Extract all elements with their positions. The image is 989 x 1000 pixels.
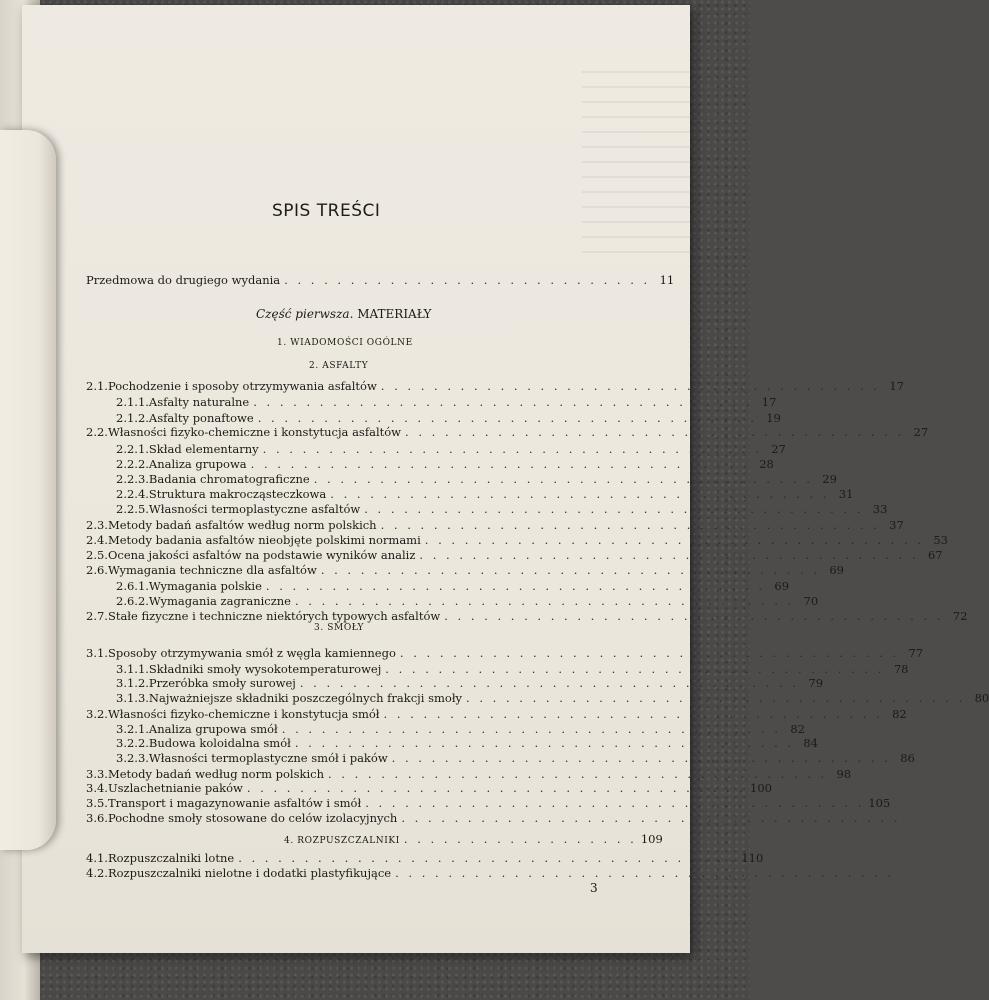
toc-entry-label: Rozpuszczalniki lotne bbox=[107, 851, 235, 866]
toc-entry-page: 27 bbox=[771, 442, 786, 456]
toc-entry-label: Transport i magazynowanie asfaltów i smół bbox=[107, 796, 362, 810]
toc-entry-label: Wymagania polskie bbox=[148, 579, 262, 593]
part-heading-label: MATERIAŁY bbox=[357, 307, 432, 321]
toc-entry: 2.2. Własności fizyko-chemiczne i konstytucja asfaltów . . . . . . . . . . . . . . . . . . . . . . . . . . . . . . . . . . . . . . 27 bbox=[86, 425, 929, 439]
toc-entry-page: 33 bbox=[872, 502, 888, 516]
section-heading-3: 3. SMOŁY bbox=[314, 623, 365, 633]
toc-entry-label: Asfalty naturalne bbox=[148, 395, 250, 409]
toc-entry: 2.1.1. Asfalty naturalne . . . . . . . . . . . . . . . . . . . . . . . . . . . . . . . . . . . . . . 17 bbox=[116, 395, 777, 409]
toc-entry-number: 2.2.2. bbox=[116, 457, 149, 471]
section-heading-2: 2. ASFALTY bbox=[309, 361, 369, 371]
toc-entry: 2.2.1. Skład elementarny . . . . . . . . . . . . . . . . . . . . . . . . . . . . . . . . . . . . . . 27 bbox=[116, 442, 786, 456]
toc-preface-page: 11 bbox=[659, 273, 675, 287]
toc-entry: 3.1.3. Najważniejsze składniki poszczególnych frakcji smoły . . . . . . . . . . . . . . . . . . . . . . . . . . . . . . . . . . . . . . 80 bbox=[116, 691, 989, 706]
toc-entry: 2.1. Pochodzenie i sposoby otrzymywania asfaltów . . . . . . . . . . . . . . . . . . . . . . . . . . . . . . . . . . . . . . 17 bbox=[86, 379, 904, 393]
toc-entry-number: 2.6. bbox=[86, 563, 108, 577]
bleed-through-text bbox=[582, 65, 712, 255]
toc-entry-number: 2.2.4. bbox=[116, 487, 149, 501]
section-heading-4-page: 109 bbox=[640, 832, 663, 846]
toc-entry-label: Składniki smoły wysokotemperaturowej bbox=[148, 661, 382, 676]
toc-entry-number: 2.5. bbox=[86, 548, 108, 562]
toc-entry-page: 80 bbox=[974, 691, 989, 706]
page-title: SPIS TREŚCI bbox=[272, 201, 381, 221]
toc-entry-label: Metody badań według norm polskich bbox=[107, 766, 324, 781]
toc-entry-label: Stałe fizyczne i techniczne niektórych typowych asfaltów bbox=[107, 609, 441, 623]
toc-entry-page: 69 bbox=[774, 579, 790, 593]
toc-entry-number: 3.1.1. bbox=[116, 661, 149, 676]
toc-entry-number: 2.2.5. bbox=[116, 502, 149, 516]
toc-entry-label: Struktura makrocząsteczkowa bbox=[148, 487, 327, 501]
toc-entry-number: 2.2.1. bbox=[116, 442, 149, 456]
toc-entry-label: Pochodne smoły stosowane do celów izolacyjnych bbox=[107, 810, 398, 825]
toc-entry-page: 19 bbox=[766, 411, 781, 425]
toc-entry: 3.2.2. Budowa koloidalna smół . . . . . . . . . . . . . . . . . . . . . . . . . . . . . . . . . . . . . . 84 bbox=[116, 736, 819, 751]
toc-entry: 3.2.1. Analiza grupowa smół . . . . . . . . . . . . . . . . . . . . . . . . . . . . . . . . . . . . . . 82 bbox=[116, 721, 805, 736]
toc-entry-label: Najważniejsze składniki poszczególnych frakcji smoły bbox=[148, 691, 463, 706]
toc-entry-label: Wymagania techniczne dla asfaltów bbox=[107, 563, 317, 577]
toc-entry-number: 2.2. bbox=[86, 425, 108, 439]
toc-entry-number: 2.6.2. bbox=[116, 594, 149, 608]
toc-entry-page: 82 bbox=[892, 706, 907, 721]
toc-entry-page: 82 bbox=[790, 721, 805, 736]
toc-entry-label: Analiza grupowa bbox=[148, 457, 247, 471]
toc-entry: 4.2. Rozpuszczalniki nielotne i dodatki plastyfikujące . . . . . . . . . . . . . . . . . . . . . . . . . . . . . . . . . . . . . . bbox=[86, 866, 895, 881]
toc-entry-page: 77 bbox=[908, 646, 924, 660]
toc-entry-page: 69 bbox=[829, 563, 844, 577]
toc-entry-number: 3.1.3. bbox=[116, 691, 149, 706]
toc-entry: 2.2.4. Struktura makrocząsteczkowa . . . . . . . . . . . . . . . . . . . . . . . . . . . . . . . . . . . . . . 31 bbox=[116, 487, 854, 501]
part-heading bbox=[256, 307, 431, 321]
toc-entry-number: 2.7. bbox=[86, 609, 108, 623]
toc-entry-number: 3.1. bbox=[86, 646, 108, 660]
toc-entry-number: 3.4. bbox=[86, 781, 108, 796]
toc-entry-page: 84 bbox=[803, 736, 819, 751]
toc-entry-page: 78 bbox=[893, 661, 909, 676]
toc-entry-label: Własności termoplastyczne smół i paków bbox=[148, 750, 388, 765]
toc-entry-page: 29 bbox=[822, 472, 837, 486]
toc-entry-label: Wymagania zagraniczne bbox=[148, 594, 291, 608]
toc-entry-number: 3.2.2. bbox=[116, 736, 149, 751]
toc-entry: 4.1. Rozpuszczalniki lotne . . . . . . . . . . . . . . . . . . . . . . . . . . . . . . . . . . . . . . 110 bbox=[86, 851, 764, 866]
toc-entry-label: Rozpuszczalniki nielotne i dodatki plastyfikujące bbox=[107, 866, 392, 881]
toc-entry-label: Analiza grupowa smół bbox=[148, 721, 278, 736]
toc-entry-page: 37 bbox=[889, 518, 904, 532]
toc-entry: 2.7. Stałe fizyczne i techniczne niektórych typowych asfaltów . . . . . . . . . . . . . . . . . . . . . . . . . . . . . . . . . . . . . . 72 bbox=[86, 609, 968, 623]
toc-entry-page: 100 bbox=[750, 781, 772, 796]
toc-entry: 3.4. Uszlachetnianie paków . . . . . . . . . . . . . . . . . . . . . . . . . . . . . . . . . . . . . . 100 bbox=[86, 781, 772, 796]
section-heading-1: 1. WIADOMOŚCI OGÓLNE bbox=[277, 338, 413, 348]
part-heading-italic: Część pierwsza. bbox=[256, 307, 354, 321]
toc-entry-page: 17 bbox=[889, 379, 904, 393]
toc-entry-label: Przeróbka smoły surowej bbox=[148, 676, 296, 691]
toc-entry: 3.2. Własności fizyko-chemiczne i konstytucja smół . . . . . . . . . . . . . . . . . . . . . . . . . . . . . . . . . . . . . . 82 bbox=[86, 706, 907, 721]
section-heading-4-row: 4. ROZPUSZCZALNIKI . . . . . . . . . . . . . . . . . . 109 bbox=[284, 832, 663, 846]
toc-entry-label: Ocena jakości asfaltów na podstawie wyników analiz bbox=[107, 548, 416, 562]
toc-entry-label: Metody badań asfaltów według norm polskich bbox=[107, 518, 377, 532]
toc-entry-label: Metody badania asfaltów nieobjęte polskimi normami bbox=[107, 533, 421, 547]
toc-entry-number: 2.1.2. bbox=[116, 411, 149, 425]
toc-entry: 3.1.2. Przeróbka smoły surowej . . . . . . . . . . . . . . . . . . . . . . . . . . . . . . . . . . . . . . 79 bbox=[116, 676, 824, 691]
toc-entry-page: 86 bbox=[900, 750, 915, 765]
toc-entry-label: Pochodzenie i sposoby otrzymywania asfaltów bbox=[107, 379, 377, 393]
toc-entry-number: 4.1. bbox=[86, 851, 108, 866]
toc-entry-page: 70 bbox=[803, 594, 819, 608]
toc-entry: 3.3. Metody badań według norm polskich . . . . . . . . . . . . . . . . . . . . . . . . . . . . . . . . . . . . . . 98 bbox=[86, 766, 852, 781]
toc-preface-label: Przedmowa do drugiego wydania bbox=[86, 273, 281, 287]
toc-entry: 2.4. Metody badania asfaltów nieobjęte polskimi normami . . . . . . . . . . . . . . . . . . . . . . . . . . . . . . . . . . . . . . 53 bbox=[86, 533, 948, 547]
book-page bbox=[22, 5, 989, 953]
toc-entry-number: 2.3. bbox=[86, 518, 108, 532]
toc-entry-label: Własności termoplastyczne asfaltów bbox=[148, 502, 361, 516]
toc-entry: 2.2.2. Analiza grupowa . . . . . . . . . . . . . . . . . . . . . . . . . . . . . . . . . . . . . . 28 bbox=[116, 457, 774, 471]
toc-entry-page: 98 bbox=[836, 766, 852, 781]
page-number: 3 bbox=[590, 881, 598, 895]
toc-entry-label: Uszlachetnianie paków bbox=[107, 781, 243, 796]
toc-entry: 2.6. Wymagania techniczne dla asfaltów . . . . . . . . . . . . . . . . . . . . . . . . . . . . . . . . . . . . . . 69 bbox=[86, 563, 844, 577]
toc-entry-label: Sposoby otrzymywania smół z węgla kamiennego bbox=[107, 646, 396, 660]
toc-entry-page: 67 bbox=[927, 548, 943, 562]
toc-entry: 2.2.5. Własności termoplastyczne asfaltów . . . . . . . . . . . . . . . . . . . . . . . . . . . . . . . . . . . . . . 33 bbox=[116, 502, 888, 516]
toc-entry-number: 2.4. bbox=[86, 533, 108, 547]
toc-entry: 2.5. Ocena jakości asfaltów na podstawie wyników analiz . . . . . . . . . . . . . . . . . . . . . . . . . . . . . . . . . . . . . . 67 bbox=[86, 548, 943, 562]
toc-entry: 3.2.3. Własności termoplastyczne smół i paków . . . . . . . . . . . . . . . . . . . . . . . . . . . . . . . . . . . . . . 86 bbox=[116, 750, 915, 765]
toc-entry: 2.6.1. Wymagania polskie . . . . . . . . . . . . . . . . . . . . . . . . . . . . . . . . . . . . . . 69 bbox=[116, 579, 790, 593]
toc-entry: 2.6.2. Wymagania zagraniczne . . . . . . . . . . . . . . . . . . . . . . . . . . . . . . . . . . . . . . 70 bbox=[116, 594, 819, 608]
toc-entry: 3.1. Sposoby otrzymywania smół z węgla kamiennego . . . . . . . . . . . . . . . . . . . . . . . . . . . . . . . . . . . . . . 77 bbox=[86, 646, 924, 660]
toc-entry-page: 79 bbox=[808, 676, 824, 691]
toc-preface: Przedmowa do drugiego wydania . . . . . . . . . . . . . . . . . . . . . . . . . . . . 11 bbox=[86, 273, 675, 287]
toc-entry: 3.5. Transport i magazynowanie asfaltów i smół . . . . . . . . . . . . . . . . . . . . . . . . . . . . . . . . . . . . . . 105 bbox=[86, 796, 891, 810]
toc-entry: 2.1.2. Asfalty ponaftowe . . . . . . . . . . . . . . . . . . . . . . . . . . . . . . . . . . . . . . 19 bbox=[116, 411, 781, 425]
toc-entry-number: 2.6.1. bbox=[116, 579, 149, 593]
toc-entry-label: Budowa koloidalna smół bbox=[148, 736, 291, 751]
toc-entry-page: 110 bbox=[741, 851, 764, 866]
toc-entry: 3.1.1. Składniki smoły wysokotemperaturowej . . . . . . . . . . . . . . . . . . . . . . . . . . . . . . . . . . . . . . 78 bbox=[116, 661, 909, 676]
toc-entry-number: 3.5. bbox=[86, 796, 108, 810]
toc-entry-page: 105 bbox=[868, 796, 891, 810]
toc-entry-number: 3.2.3. bbox=[116, 750, 149, 765]
toc-entry-page: 31 bbox=[838, 487, 854, 501]
toc-entry-label: Własności fizyko-chemiczne i konstytucja smół bbox=[107, 706, 380, 721]
toc-entry-number: 3.2. bbox=[86, 706, 108, 721]
toc-entry-number: 3.3. bbox=[86, 766, 108, 781]
toc-entry-page: 27 bbox=[913, 425, 929, 439]
toc-entry-page: 72 bbox=[952, 609, 968, 623]
toc-entry-page: 28 bbox=[759, 457, 774, 471]
toc-entry: 3.6. Pochodne smoły stosowane do celów izolacyjnych . . . . . . . . . . . . . . . . . . . . . . . . . . . . . . . . . . . . . . bbox=[86, 810, 901, 825]
facing-page-edge bbox=[0, 130, 56, 850]
toc-entry-page: 53 bbox=[933, 533, 948, 547]
toc-entry-label: Własności fizyko-chemiczne i konstytucja asfaltów bbox=[107, 425, 402, 439]
section-heading-4: 4. ROZPUSZCZALNIKI bbox=[284, 836, 400, 846]
toc-entry-number: 4.2. bbox=[86, 866, 108, 881]
toc-entry-number: 3.2.1. bbox=[116, 721, 149, 736]
toc-entry-label: Asfalty ponaftowe bbox=[148, 411, 254, 425]
toc-entry-number: 2.2.3. bbox=[116, 472, 149, 486]
toc-entry: 2.2.3. Badania chromatograficzne . . . . . . . . . . . . . . . . . . . . . . . . . . . . . . . . . . . . . . 29 bbox=[116, 472, 837, 486]
toc-entry-page: 17 bbox=[761, 395, 777, 409]
toc-entry-number: 3.6. bbox=[86, 810, 108, 825]
toc-entry: 2.3. Metody badań asfaltów według norm polskich . . . . . . . . . . . . . . . . . . . . . . . . . . . . . . . . . . . . . . 37 bbox=[86, 518, 904, 532]
toc-entry-number: 3.1.2. bbox=[116, 676, 149, 691]
toc-entry-number: 2.1.1. bbox=[116, 395, 149, 409]
toc-entry-label: Skład elementarny bbox=[148, 442, 259, 456]
toc-entry-number: 2.1. bbox=[86, 379, 108, 393]
toc-entry-label: Badania chromatograficzne bbox=[148, 472, 310, 486]
